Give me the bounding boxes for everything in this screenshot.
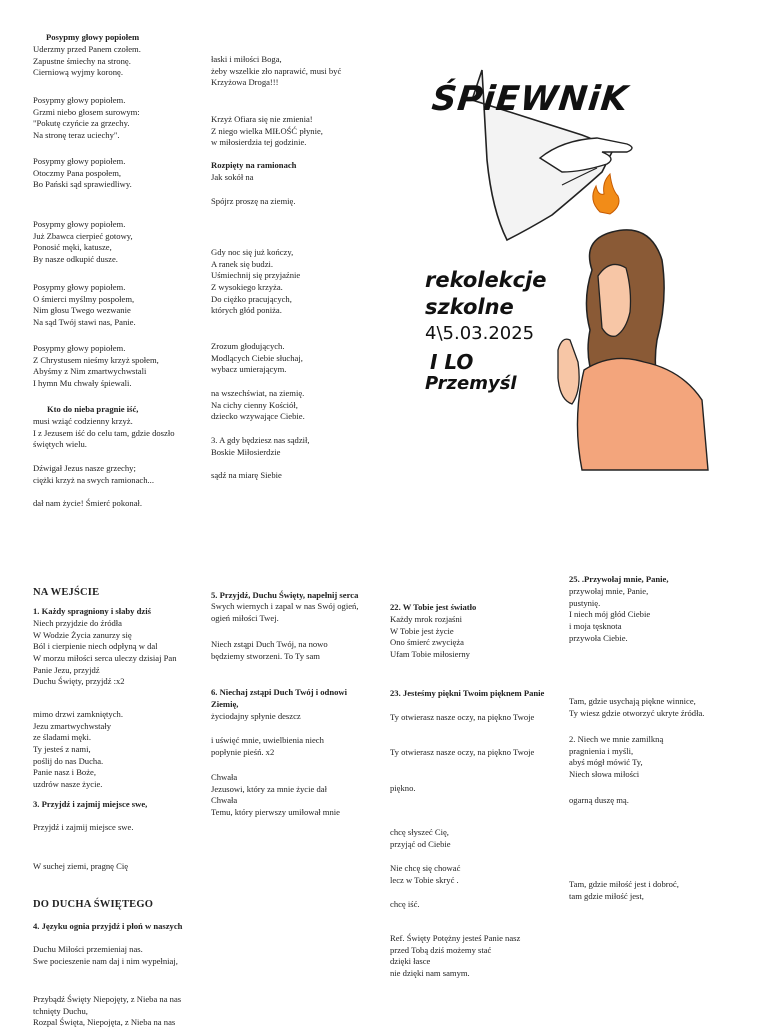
verse: Uderzmy przed Panem czołem. Zapustne śmiechy na stronę. Cierniową wyjmy koronę.	[33, 44, 141, 78]
song-title: 4. Języku ognia przyjdź i płoń w naszych	[33, 921, 183, 931]
song-title: 5. Przyjdź, Duchu Święty, napełnij serca	[211, 590, 359, 600]
song-title: 25. .Przywołaj mnie, Panie,	[569, 574, 669, 584]
song-title: Posypmy głowy popiołem	[46, 32, 140, 42]
song-title: 22. W Tobie jest światło	[390, 602, 477, 612]
verse: Przyjdź i zajmij miejsce swe.	[33, 822, 134, 832]
verse: łaski i miłości Boga, żeby wszelkie zło naprawić, musi być Krzyżowa Droga!!!	[211, 54, 342, 88]
verse: Tam, gdzie usychają piękne winnice, Ty wiesz gdzie otworzyć ukryte źródła.	[569, 696, 705, 718]
song-title: 1. Każdy spragniony i słaby dziś	[33, 606, 151, 616]
verse: Posypmy głowy popiołem. Otoczmy Pana pospołem, Bo Pański sąd sprawiedliwy.	[33, 156, 132, 190]
verse: Swych wiernych i zapal w nas Swój ogień, ogień miłości Twej.	[211, 601, 359, 623]
verse: przywołaj mnie, Panie, pustynię. I niech mój głód Ciebie i moja tęsknota przywoła Ciebie.	[569, 586, 651, 643]
verse: Ty otwierasz nasze oczy, na piękno Twoje	[390, 712, 535, 722]
verse: Przybądź Święty Niepojęty, z Nieba na nas tchnięty Duchu, Rozpal Święta, Niepojęta, z Nieba na nas	[33, 994, 182, 1028]
verse: 3. A gdy będziesz nas sądził, Boskie Miłosierdzie	[211, 435, 310, 457]
verse: sądź na miarę Siebie	[211, 470, 282, 480]
verse: musi wziąć codzienny krzyż. I z Jezusem iść do celu tam, gdzie doszło świętych wielu.	[33, 416, 175, 450]
verse: Każdy mrok rozjaśni W Tobie jest życie Ono śmierć zwycięża Ufam Tobie miłosierny	[390, 614, 470, 660]
verse: Ty otwierasz nasze oczy, na piękno Twoje	[390, 747, 535, 757]
cover-school: I LO	[430, 350, 474, 374]
cover-date: 4\5.03.2025	[425, 323, 535, 344]
verse: ogarną duszę mą.	[569, 795, 629, 805]
verse: Niech przyjdzie do źródła W Wodzie Życia zanurzy się Ból i cierpienie niech odpłyną w dal W morzu miłości serca uleczy dzisiaj Pan Panie Jezu, przyjdź Duchu Święty, przyjdź :x2	[33, 618, 177, 687]
cover-subtitle-line1: rekolekcje	[425, 268, 547, 292]
verse: Jak sokół na	[211, 172, 254, 182]
verse: dał nam życie! Śmierć pokonał.	[33, 498, 143, 508]
verse: Gdy noc się już kończy, A ranek się budzi. Uśmiechnij się przyjaźnie Z wysokiego krzyża. Do ciężko pracujących, których głód poniża.	[211, 247, 301, 316]
verse: Ref. Święty Potężny jesteś Panie nasz przed Tobą dziś możemy stać dzięki łasce nie dzięki nam samym.	[390, 933, 521, 979]
verse: Niech zstąpi Duch Twój, na nowo będziemy stworzeni. To Ty sam	[211, 639, 328, 661]
verse: Posypmy głowy popiołem. O śmierci myślmy pospołem, Nim głosu Twego wezwanie Na sąd Twój stawi nas, Panie.	[33, 282, 136, 328]
verse: piękno.	[390, 783, 416, 793]
verse: Duchu Miłości przemieniaj nas. Swe pocieszenie nam daj i nim wypełniaj,	[33, 944, 178, 966]
verse: chcę iść.	[390, 899, 420, 909]
cover-city: Przemyśl	[425, 373, 517, 394]
verse: i uświęć mnie, uwielbienia niech popłynie pieśń. x2	[211, 735, 324, 757]
verse: mimo drzwi zamkniętych. Jezu zmartwychwstały ze śladami męki. Ty jesteś z nami, poślij do nas Ducha. Panie nasz i Boże, uzdrów nasze życie.	[33, 709, 123, 790]
song-title: 3. Przyjdź i zajmij miejsce swe,	[33, 799, 148, 809]
verse: Zrozum głodujących. Modlących Ciebie słuchaj, wybacz umierającym.	[211, 341, 303, 375]
section-heading: DO DUCHA ŚWIĘTEGO	[33, 899, 154, 910]
verse: 2. Niech we mnie zamilkną pragnienia i myśli, abyś mógł mówić Ty, Niech słowa miłości	[569, 734, 664, 780]
verse: Krzyż Ofiara się nie zmienia! Z niego wielka MIŁOŚĆ płynie, w miłosierdzia tej godzinie.	[211, 114, 323, 148]
cover-title: ŚPiEWNiK	[429, 79, 631, 119]
verse: Dźwigał Jezus nasze grzechy; ciężki krzyż na swych ramionach...	[33, 463, 154, 485]
verse: życiodajny spłynie deszcz	[211, 711, 301, 721]
verse: W suchej ziemi, pragnę Cię	[33, 861, 129, 871]
verse: na wszechświat, na ziemię. Na cichy cienny Kościół, dziecko wzywające Ciebie.	[211, 388, 305, 422]
verse: Spójrz proszę na ziemię.	[211, 196, 296, 206]
cover-subtitle-line2: szkolne	[425, 295, 514, 319]
verse: Posypmy głowy popiołem. Już Zbawca cierpieć gotowy, Ponosić męki, katusze, By nasze odkupić dusze.	[33, 219, 133, 265]
song-title: Kto do nieba pragnie iść,	[47, 404, 139, 414]
verse: Posypmy głowy popiołem. Z Chrystusem nieśmy krzyż społem, Abyśmy z Nim zmartwychwstali I hymn Mu chwały śpiewali.	[33, 343, 159, 389]
verse: Posypmy głowy popiołem. Grzmi niebo głosem surowym: "Pokutę czyńcie za grzechy. Na stronę teraz uciechy".	[33, 95, 140, 141]
song-title: 6. Niechaj zstąpi Duch Twój i odnowi Ziemię,	[211, 687, 347, 709]
song-title: 23. Jesteśmy piękni Twoim pięknem Panie	[390, 688, 545, 698]
verse: Tam, gdzie miłość jest i dobroć, tam gdzie miłość jest,	[569, 879, 679, 901]
section-heading: NA WEJŚCIE	[33, 587, 100, 598]
verse: Nie chcę się chować lecz w Tobie skryć .	[390, 863, 461, 885]
song-title: Rozpięty na ramionach	[211, 160, 297, 170]
verse: chcę słyszeć Cię, przyjąć od Ciebie	[390, 827, 451, 849]
verse: Chwała Jezusowi, który za mnie życie dał Chwała Temu, który pierwszy umiłował mnie	[211, 772, 340, 818]
